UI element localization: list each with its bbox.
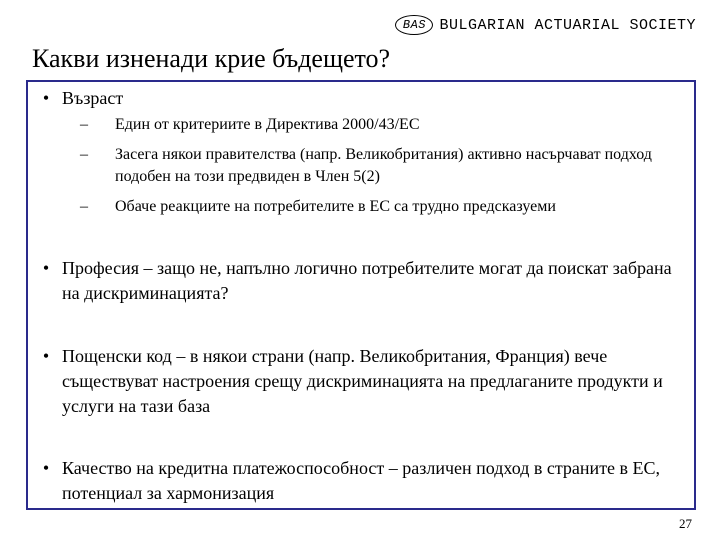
bullet-marker: • xyxy=(42,458,50,478)
sub-item-text: Засега някои правителства (напр. Великобритания) активно насърчават подход подобен на този предвиден в Член 5(2) xyxy=(115,146,652,185)
bullet-item-postcode xyxy=(30,344,692,419)
bullet-item-credit xyxy=(30,456,692,506)
dash-marker: – xyxy=(80,198,88,215)
dash-marker: – xyxy=(80,146,88,163)
bullet-marker: • xyxy=(42,346,50,366)
bullet-item-profession xyxy=(30,256,692,306)
sub-item-consumers xyxy=(80,196,685,218)
bullet-text: Професия – защо не, напълно логично потребителите могат да поискат забрана на дискриминацията? xyxy=(62,258,672,303)
sub-item-text: Един от критериите в Директива 2000/43/ЕС xyxy=(115,116,420,133)
bullet-marker: • xyxy=(42,88,50,108)
page-number: 27 xyxy=(679,516,692,531)
bullet-marker: • xyxy=(42,258,50,278)
sub-item-governments xyxy=(80,144,685,188)
dash-marker: – xyxy=(80,116,88,133)
society-name: BULGARIAN ACTUARIAL SOCIETY xyxy=(439,16,696,34)
bullet-text: Качество на кредитна платежоспособност – различен подход в страните в ЕС, потенциал за хармонизация xyxy=(62,458,661,503)
bullet-item-age xyxy=(30,86,692,111)
sub-item-text: Обаче реакциите на потребителите в ЕС са трудно предсказуеми xyxy=(115,198,556,215)
bullet-text: Възраст xyxy=(62,88,124,108)
bullet-text: Пощенски код – в някои страни (напр. Великобритания, Франция) вече съществуват настроения срещу дискриминацията на предлаганите продукти и услуги на тази база xyxy=(62,346,663,416)
slide-title: Какви изненади крие бъдещето? xyxy=(32,44,391,73)
bas-logo: BAS xyxy=(395,15,433,35)
sub-item-directive xyxy=(80,114,685,136)
society-header xyxy=(395,14,696,36)
